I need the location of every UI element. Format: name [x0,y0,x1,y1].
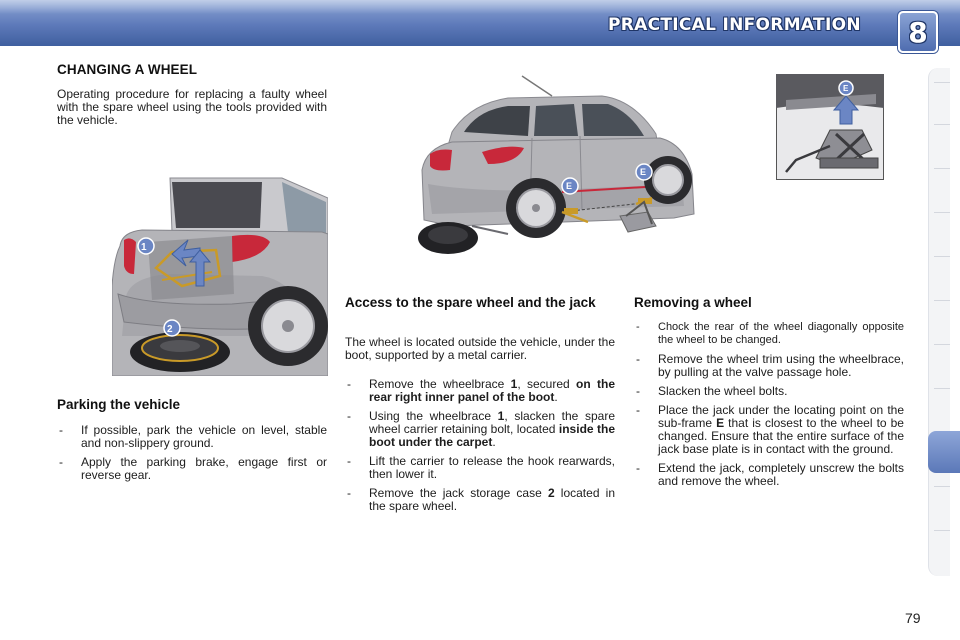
removing-title: Removing a wheel [634,295,752,310]
jack-subframe-illustration [776,74,884,180]
list-item: - Extend the jack, completely unscrew the bolts and remove the wheel. [634,462,904,488]
list-item: - Remove the wheelbrace 1, secured on the rear right inner panel of the boot. [345,378,615,404]
parking-list [57,424,327,488]
list-item: - If possible, park the vehicle on level, stable and non-slippery ground. [57,424,327,450]
car-jack-points-illustration [412,74,700,260]
removing-list [634,321,904,494]
tab-divider [934,486,950,487]
tab-divider [934,212,950,213]
tab-divider [934,388,950,389]
marker-2-label: 2 [167,324,173,335]
tab-divider [934,168,950,169]
list-item: - Remove the wheel trim using the wheelbrace, by pulling at the valve passage hole. [634,353,904,379]
intro-title: CHANGING A WHEEL [57,62,198,77]
tab-divider [934,300,950,301]
access-title: Access to the spare wheel and the jack [345,295,596,310]
tab-divider [934,82,950,83]
chapter-badge [898,11,938,53]
list-item: - Apply the parking brake, engage first or reverse gear. [57,456,327,482]
page-number: 79 [905,610,921,626]
chapter-tab-active[interactable] [928,431,960,473]
list-item: - Lift the carrier to release the hook rearwards, then lower it. [345,455,615,481]
parking-title: Parking the vehicle [57,397,181,412]
list-item: - Slacken the wheel bolts. [634,385,904,398]
subframe-e-label: E [843,84,849,93]
access-text: The wheel is located outside the vehicle, under the boot, supported by a metal carrier. [345,335,615,362]
chapter-number: 8 [908,16,928,49]
tab-divider [934,530,950,531]
list-item: - Using the wheelbrace 1, slacken the spare wheel carrier retaining bolt, located inside the boot under the carpet. [345,410,615,449]
jack-point-e-label-rear: E [566,181,573,191]
boot-spare-wheel-illustration [112,176,328,376]
list-item: - Remove the jack storage case 2 located in the spare wheel. [345,487,615,513]
header-shine [0,0,960,14]
tab-divider [934,344,950,345]
list-item: - Chock the rear of the wheel diagonally opposite the wheel to be changed. [634,321,904,347]
chapter-tab-strip [928,68,950,576]
tab-divider [934,256,950,257]
access-list [345,378,615,519]
tab-divider [934,124,950,125]
section-title: PRACTICAL INFORMATION [608,15,861,35]
marker-1-label: 1 [141,242,147,253]
list-item: - Place the jack under the locating point on the sub-frame E that is closest to the wheel to be changed. Ensure that the entire surface of the jack base plate is in contact with the ground. [634,404,904,456]
intro-text: Operating procedure for replacing a faulty wheel with the spare wheel using the tools provided with the vehicle. [57,87,327,127]
jack-point-e-label-front: E [640,167,647,177]
